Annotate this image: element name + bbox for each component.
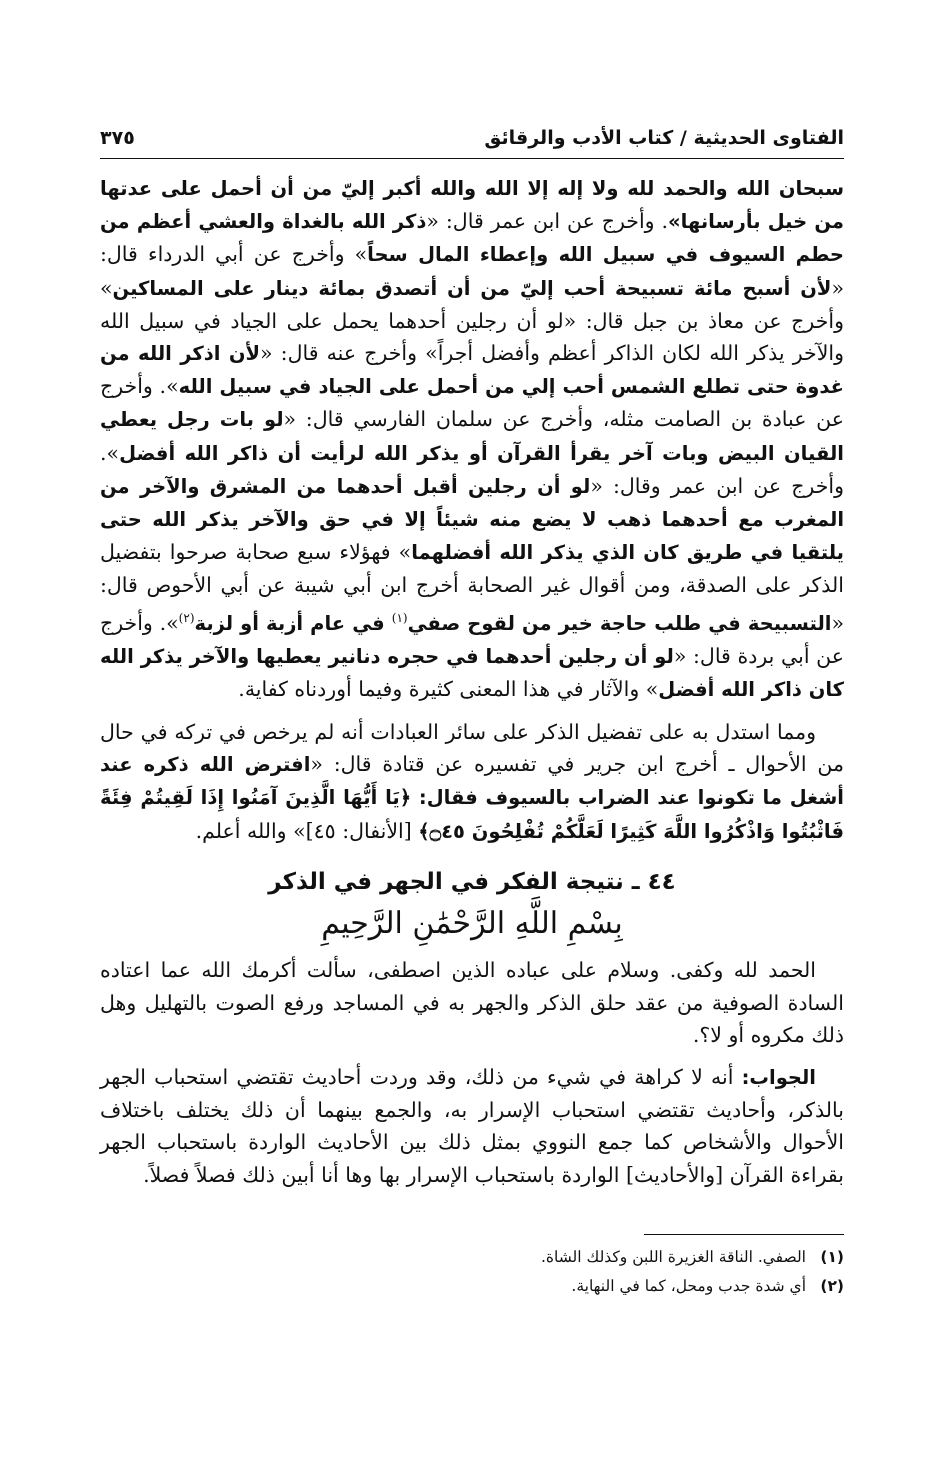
p1-run: » فهؤلاء سبع صحابة صرحوا بتفضيل الذكر على الصدقة، ومن أقوال غير الصحابة أخرج ابن أبي شيبة عن أبي الأحوص قال: « xyxy=(100,540,844,635)
p1-run: التسبيحة في طلب حاجة خير من لقوح صفي xyxy=(407,611,832,635)
p1-run: لأن اذكر الله من غدوة حتى تطلع الشمس أحب إلي من أحمل على الجياد في سبيل الله xyxy=(100,342,844,399)
p1-run: لو أن رجلين أقبل أحدهما من المشرق والآخر من المغرب مع أحدهما ذهب لا يضع منه شيئاً إلا في حق والآخر يذكر الله حتى يلتقيا في طريق كان الذي يذكر الله أفضلهما xyxy=(100,474,844,565)
p1-run: سبحان الله والحمد لله ولا إله إلا الله والله أكبر إليّ من أن أحمل على عدتها من خيل بأرسانها» xyxy=(100,177,844,234)
p1-run: . وأخرج عن ابن عمر قال: « xyxy=(426,209,669,234)
p1-run: (١) xyxy=(391,610,408,625)
p1-run: » وأخرج عن أبي الدرداء قال: « xyxy=(100,242,844,300)
basmala: بِسْمِ اللَّهِ الرَّحْمَٰنِ الرَّحِيمِ xyxy=(321,906,623,942)
footnote-1-text: الصفي. الناقة الغزيرة اللبن وكذلك الشاة. xyxy=(540,1248,806,1266)
footnote-2 xyxy=(100,1272,844,1301)
paragraph-athar xyxy=(100,172,844,706)
page-number: ٣٧٥ xyxy=(100,127,135,149)
p1-run: » وأخرج عن معاذ بن جبل قال: «لو أن رجلين أحدهما يحمل على الجياد في سبيل الله والآخر يذكر الله لكان الذاكر أعظم وأفضل أجراً» وأخرج عنه قال: « xyxy=(100,275,844,366)
footnote-1-label: (١) xyxy=(820,1248,844,1266)
footnote-1 xyxy=(100,1243,844,1272)
paragraph-answer xyxy=(100,1061,844,1191)
footnote-2-label: (٢) xyxy=(820,1277,844,1295)
main-text xyxy=(100,172,844,1191)
footnotes xyxy=(100,1243,844,1301)
p1-run: لأن أسبح مائة تسبيحة أحب إليّ من أن أتصدق بمائة دينار على المساكين xyxy=(112,276,832,300)
p1-run: في عام أزبة أو لزبة xyxy=(194,611,392,635)
p1-run: (٢) xyxy=(178,610,195,625)
footnote-2-text: أي شدة جدب ومحل، كما في النهاية. xyxy=(571,1277,806,1295)
p1-run: ذكر الله بالغداة والعشي أعظم من حطم السيوف في سبيل الله وإعطاء المال سحاً xyxy=(100,210,844,267)
p1-run: لو أن رجلين أحدهما في حجره دنانير يعطيها والآخر يذكر الله كان ذاكر الله أفضل xyxy=(100,644,844,701)
answer-label: الجواب: xyxy=(741,1065,816,1089)
p1-run: ». وأخرج عن ابن عمر وقال: « xyxy=(100,440,845,498)
p2-run: ومما استدل به على تفضيل الذكر على سائر العبادات أنه لم يرخص في تركه في حال من الأحوال ـ أخرج ابن جرير في تفسيره عن قتادة قال: « xyxy=(100,720,844,777)
paragraph-question: الحمد لله وكفى. وسلام على عباده الذين اصطفى، سألت أكرمك الله عما اعتاده السادة الصوفية من عقد حلق الذكر والجهر به في المساجد ورفع الصوت بالتهليل وهل ذلك مكروه أو لا؟. xyxy=(100,958,844,1047)
p1-run: لو بات رجل يعطي القيان البيض وبات آخر يقرأ القرآن أو يذكر الله لرأيت أن ذاكر الله أفضل xyxy=(100,408,844,465)
running-header xyxy=(100,118,844,159)
p2-run: [الأنفال: ٤٥]» والله أعلم. xyxy=(195,818,419,843)
p1-run: » والآثار في هذا المعنى كثيرة وفيما أوردناه كفاية. xyxy=(238,676,659,701)
section-title: ٤٤ ـ نتيجة الفكر في الجهر في الذكر xyxy=(268,868,676,895)
p1-run: ». وأخرج عن أبي بردة قال: « xyxy=(100,610,844,668)
paragraph-istidlal xyxy=(100,716,844,848)
footnote-separator xyxy=(644,1234,844,1235)
answer-text: أنه لا كراهة في شيء من ذلك، وقد وردت أحاديث تقتضي استحباب الجهر بالذكر، وأحاديث تقتضي استحباب الإسرار به، والجمع بينهما أن ذلك يختلف باختلاف الأحوال والأشخاص كما جمع النووي بمثل ذلك بين الأحاديث الواردة باستحباب الجهر بقراءة القرآن [والأحاديث] الواردة باستحباب الإسرار بها وها أنا أبين ذلك فصلاً فصلاً. xyxy=(100,1064,844,1187)
p1-run: ». وأخرج عن عبادة بن الصامت مثله، وأخرج عن سلمان الفارسي قال: « xyxy=(100,374,844,432)
header-title: الفتاوى الحديثية / كتاب الأدب والرقائق xyxy=(484,127,844,149)
p2-run: افترض الله ذكره عند أشغل ما تكونوا عند الضراب بالسيوف فقال: ﴿يَا أَيُّهَا الَّذِينَ آمَنُوا إِذَا لَقِيتُمْ فِئَةً فَاثْبُتُوا وَاذْكُرُوا اللَّهَ كَثِيرًا لَعَلَّكُمْ تُفْلِحُونَ ۝٤٥﴾ xyxy=(100,753,844,843)
